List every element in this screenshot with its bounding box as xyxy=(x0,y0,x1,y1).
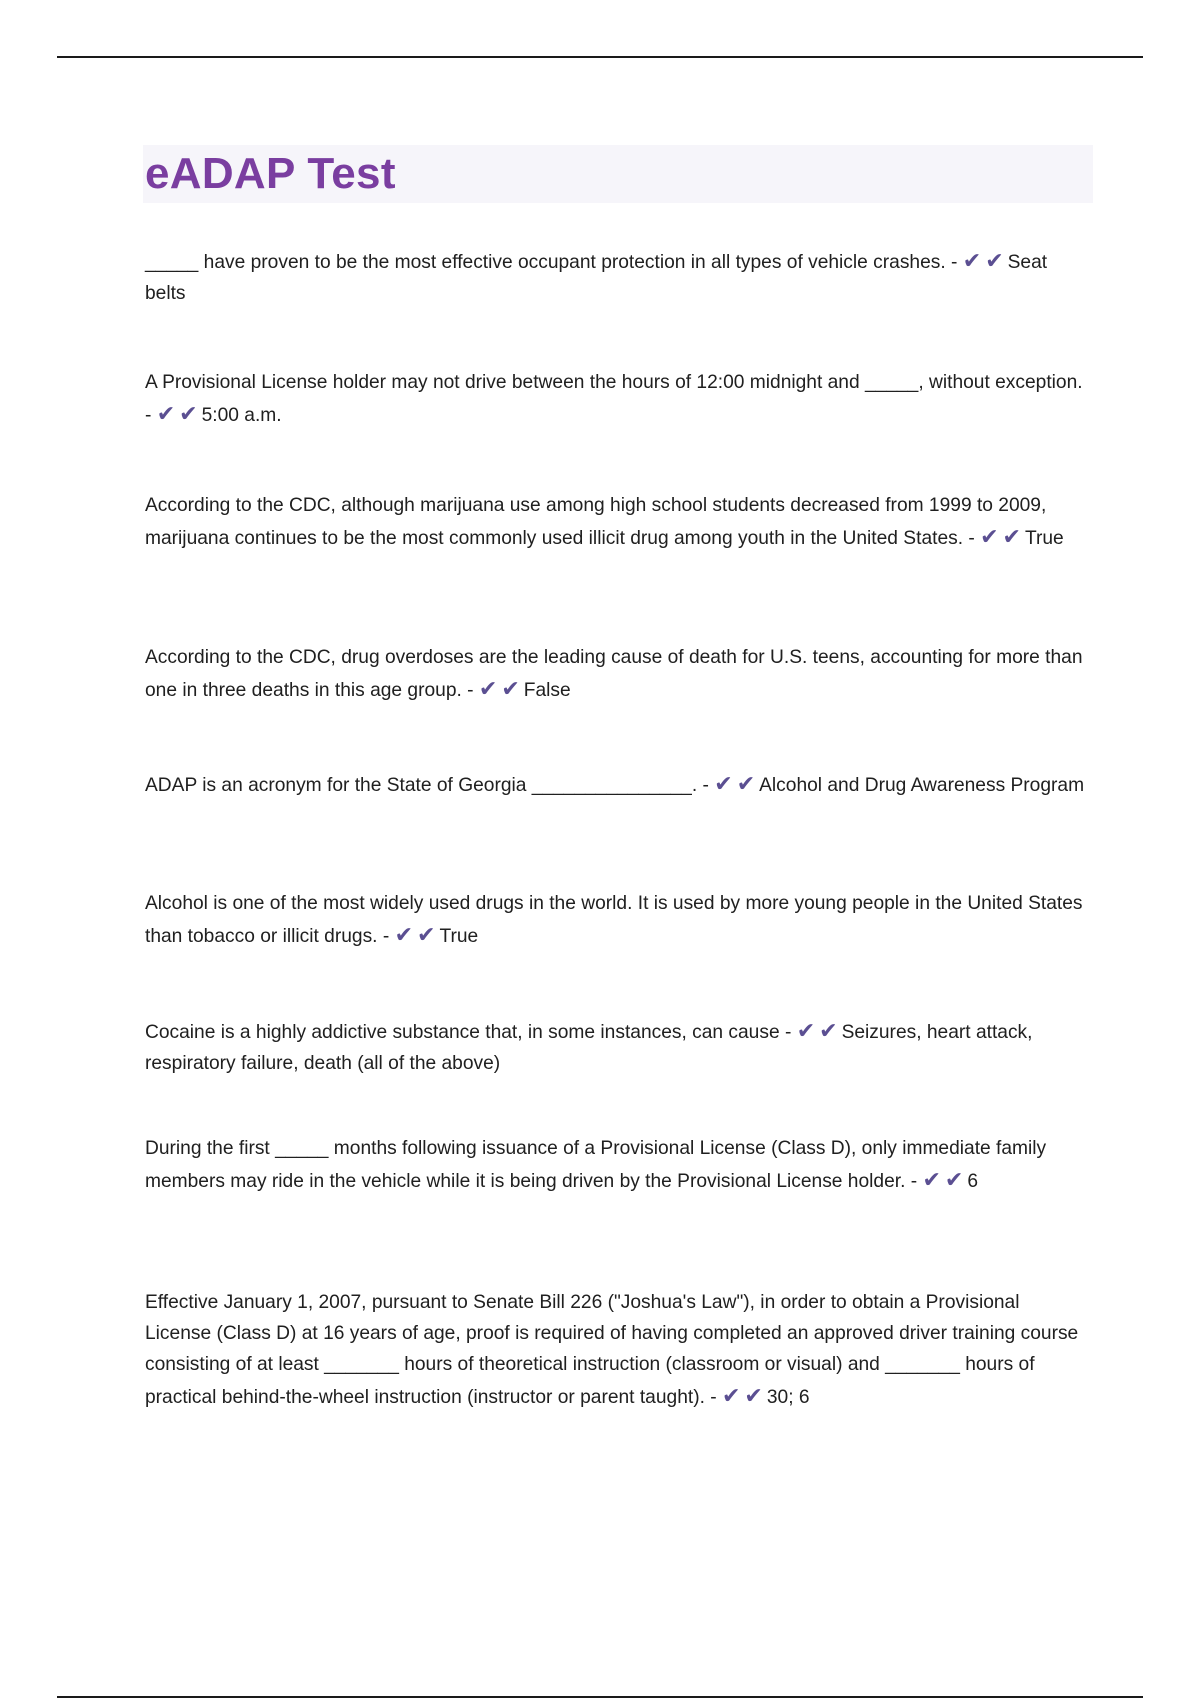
check-icon: ✔ xyxy=(819,1018,838,1043)
question-text: _____ have proven to be the most effective occupant protection in all types of vehicle crashes. - xyxy=(145,252,958,273)
check-icon: ✔ xyxy=(944,1167,964,1192)
check-icon: ✔ xyxy=(417,922,436,947)
qa-item xyxy=(145,1287,1090,1413)
check-icon: ✔ xyxy=(985,248,1004,273)
question-text: According to the CDC, although marijuana use among high school students decreased from 1999 to 2009, marijuana continues to be the most commonly used illicit drug among youth in the United States. - xyxy=(145,495,1047,549)
answer-text: 6 xyxy=(967,1171,979,1192)
question-text: During the first _____ months following issuance of a Provisional License (Class D), only immediate family members may ride in the vehicle while it is being driven by the Provisional License holder. - xyxy=(145,1138,1047,1192)
question-text: Alcohol is one of the most widely used drugs in the world. It is used by more young people in the United States than tobacco or illicit drugs. - xyxy=(145,893,1083,947)
check-icon: ✔ xyxy=(478,676,498,701)
check-icon: ✔ xyxy=(922,1167,941,1192)
check-icon: ✔ xyxy=(980,524,999,549)
check-icon: ✔ xyxy=(721,1383,741,1408)
question-text: A Provisional License holder may not drive between the hours of 12:00 midnight and _____, without exception. - xyxy=(145,372,1083,426)
check-icon: ✔ xyxy=(179,401,198,426)
qa-item xyxy=(145,1015,1090,1079)
question-text: Cocaine is a highly addictive substance that, in some instances, can cause - xyxy=(145,1022,792,1043)
qa-item xyxy=(145,367,1090,431)
answer-text: Alcohol and Drug Awareness Program xyxy=(759,775,1085,796)
qa-item xyxy=(145,888,1090,952)
qa-item xyxy=(145,768,1090,801)
answer-text: 30; 6 xyxy=(766,1387,810,1408)
check-icon: ✔ xyxy=(501,676,520,701)
qa-item xyxy=(145,1133,1090,1197)
question-text: According to the CDC, drug overdoses are the leading cause of death for U.S. teens, accounting for more than one in three deaths in this age group. - xyxy=(145,647,1083,701)
answer-text: 5:00 a.m. xyxy=(201,405,282,426)
qa-item xyxy=(145,642,1090,706)
check-icon: ✔ xyxy=(714,771,733,796)
check-icon: ✔ xyxy=(156,401,176,426)
answer-text: Seizures, heart attack, respiratory failure, death (all of the above) xyxy=(145,1022,1033,1074)
check-icon: ✔ xyxy=(1002,524,1021,549)
check-icon: ✔ xyxy=(962,248,982,273)
answer-text: True xyxy=(439,926,479,947)
check-icon: ✔ xyxy=(394,922,414,947)
check-icon: ✔ xyxy=(796,1018,816,1043)
answer-text: Seat belts xyxy=(145,252,1048,304)
qa-item xyxy=(145,245,1090,309)
check-icon: ✔ xyxy=(736,771,756,796)
answer-text: True xyxy=(1024,528,1064,549)
answer-text: False xyxy=(523,680,571,701)
page-title: eADAP Test xyxy=(145,149,396,198)
bottom-rule xyxy=(57,1696,1143,1698)
question-text: Effective January 1, 2007, pursuant to Senate Bill 226 ("Joshua's Law"), in order to obtain a Provisional License (Class D) at 16 years of age, proof is required of having completed an approved driver training course consisting of at least _______ hours of theoretical instruction (classroom or visual) and _______ hours of practical behind-the-wheel instruction (instructor or parent taught). - xyxy=(145,1292,1079,1408)
qa-item xyxy=(145,490,1090,554)
question-text: ADAP is an acronym for the State of Georgia _______________. - xyxy=(145,775,709,796)
check-icon: ✔ xyxy=(744,1383,763,1408)
